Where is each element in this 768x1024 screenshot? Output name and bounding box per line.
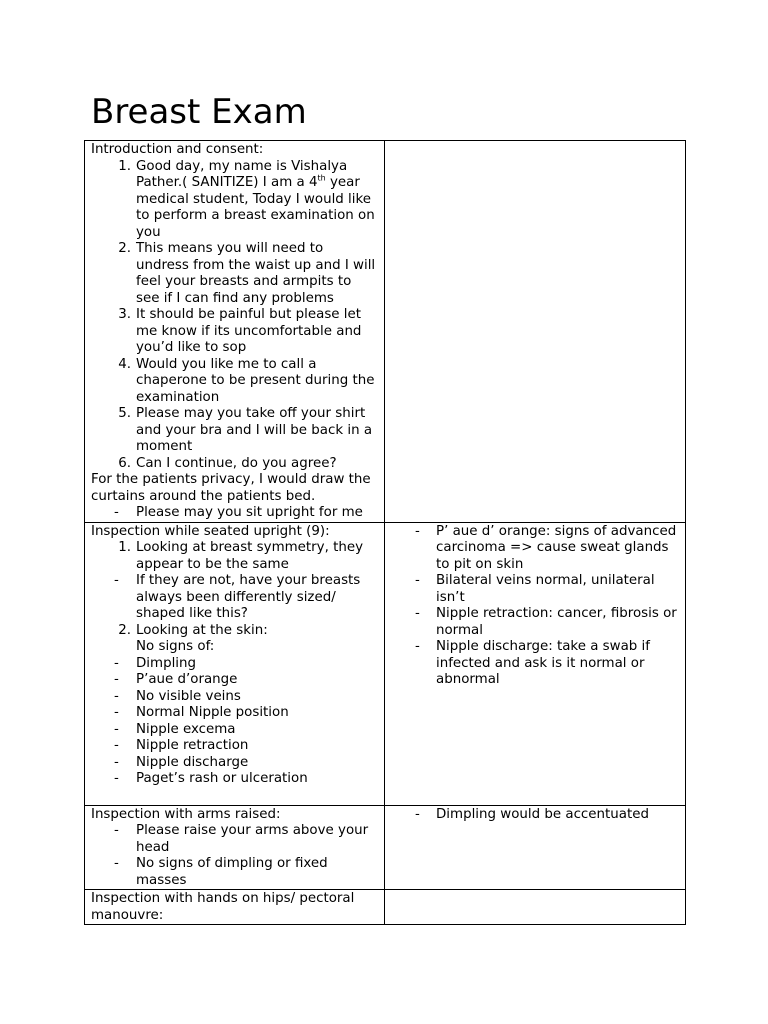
dash-list: [91, 823, 378, 889]
privacy-text: For the patients privacy, I would draw the curtains around the patients bed.: [91, 472, 371, 504]
list-item: - Please may you sit upright for me: [114, 505, 363, 520]
table-row: [85, 890, 686, 925]
list-item: - Nipple discharge: [114, 754, 249, 770]
table-row: [85, 522, 686, 805]
list-item: - If they are not, have your breasts always been differently sized/ shaped like this?: [114, 573, 361, 621]
page-title: Breast Exam: [91, 92, 307, 132]
list-item: 3. It should be painful but please let me know if its uncomfortable and you’d like to sop: [118, 307, 362, 355]
dash-list: [91, 505, 378, 522]
list-item: - Dimpling would be accentuated: [415, 806, 649, 822]
list-item: - Paget’s rash or ulceration: [114, 771, 308, 786]
list-item: 1. Good day, my name is Vishalya Pather.( SANITIZE) I am a 4th year medical student, Today I would like to perform a breast examination on you: [118, 158, 375, 240]
list-item: - P’ aue d’ orange: signs of advanced carcinoma => cause sweat glands to pit on skin: [415, 523, 677, 572]
list-item: 6. Can I continue, do you agree?: [118, 455, 337, 471]
list-item: 1. Looking at breast symmetry, they appear to be the same: [118, 540, 363, 572]
section-heading: Inspection while seated upright (9):: [91, 523, 330, 539]
section-heading: Inspection with hands on hips/ pectoral manouvre:: [91, 891, 355, 923]
table-row: [85, 141, 686, 523]
intro-cell: [85, 141, 385, 523]
no-signs-label: No signs of:: [136, 639, 215, 654]
dash-list: [91, 656, 378, 788]
intro-notes-cell: [385, 141, 686, 523]
section-heading: Introduction and consent:: [91, 142, 264, 157]
list-item: - Normal Nipple position: [114, 705, 289, 720]
table-row: [85, 805, 686, 890]
arms-cell: [85, 805, 385, 890]
list-item: - Please raise your arms above your head: [114, 823, 369, 855]
list-item: - P’aue d’orange: [114, 672, 238, 687]
section-heading: Inspection with arms raised:: [91, 806, 281, 822]
arms-notes-cell: [385, 805, 686, 890]
seated-cell: [85, 522, 385, 805]
list-item: - Nipple retraction: cancer, fibrosis or normal: [415, 606, 677, 638]
list-item: - Nipple excema: [114, 721, 236, 737]
list-item: 4. Would you like me to call a chaperone to be present during the examination: [118, 356, 375, 405]
list-item: 2. This means you will need to undress from the waist up and I will feel your breasts and armpits to see if I can find any problems: [118, 241, 376, 306]
list-item: - Bilateral veins normal, unilateral isn’t: [415, 573, 655, 605]
list-item: - Nipple discharge: take a swab if infected and ask is it normal or abnormal: [415, 639, 650, 687]
exam-table: [84, 140, 686, 925]
list-item: - No signs of dimpling or fixed masses: [114, 856, 328, 888]
list-item: 5. Please may you take off your shirt and your bra and I will be back in a moment: [118, 406, 373, 454]
hips-notes-cell: [385, 890, 686, 925]
numbered-list: [91, 159, 378, 473]
list-item: - No visible veins: [114, 688, 241, 704]
dash-list: [391, 807, 679, 824]
dash-list: [391, 524, 679, 689]
hips-cell: [85, 890, 385, 925]
list-item: 2. Looking at the skin:: [118, 622, 268, 638]
seated-notes-cell: [385, 522, 686, 805]
list-item: - Dimpling: [114, 655, 197, 671]
list-item: - Nipple retraction: [114, 738, 249, 753]
